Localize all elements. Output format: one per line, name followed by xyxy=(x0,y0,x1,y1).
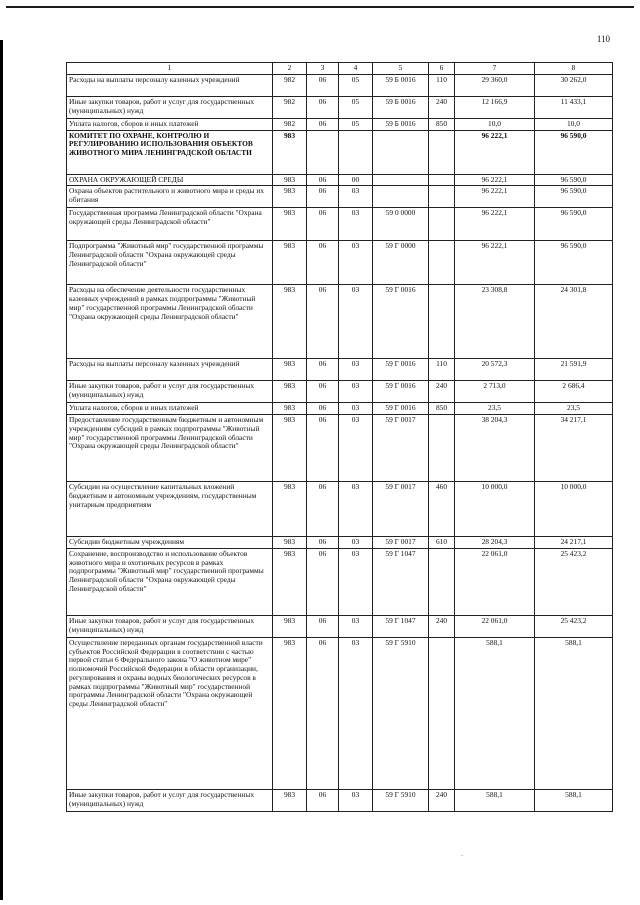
amount-year-2: 25 423,2 xyxy=(535,548,613,615)
amount-year-2: 588,1 xyxy=(535,789,613,811)
expense-type xyxy=(429,174,455,186)
table-row xyxy=(67,381,613,403)
amount-year-1: 38 204,3 xyxy=(455,415,535,482)
amount-year-1: 23,5 xyxy=(455,403,535,415)
admin-code: 983 xyxy=(273,789,307,811)
target-article xyxy=(373,174,429,186)
table-row xyxy=(67,285,613,359)
subsection-code: 03 xyxy=(339,615,373,637)
amount-year-2: 34 217,1 xyxy=(535,415,613,482)
subsection-code: 03 xyxy=(339,241,373,285)
amount-year-1: 20 572,3 xyxy=(455,359,535,381)
amount-year-1: 22 061,0 xyxy=(455,615,535,637)
target-article xyxy=(373,186,429,208)
target-article: 59 Г 0017 xyxy=(373,482,429,537)
admin-code: 982 xyxy=(273,119,307,131)
amount-year-1: 96 222,1 xyxy=(455,241,535,285)
amount-year-2: 21 591,9 xyxy=(535,359,613,381)
subsection-code: 05 xyxy=(339,75,373,97)
section-code: 06 xyxy=(307,119,339,131)
row-name: Субсидии бюджетным учреждениям xyxy=(67,537,273,549)
section-code: 06 xyxy=(307,174,339,186)
column-number-header-row xyxy=(67,63,613,75)
amount-year-2: 30 262,0 xyxy=(535,75,613,97)
expense-type: 460 xyxy=(429,482,455,537)
top-border-rule xyxy=(6,6,634,8)
subsection-code: 00 xyxy=(339,174,373,186)
section-code: 06 xyxy=(307,208,339,241)
section-code: 06 xyxy=(307,359,339,381)
row-name: Иные закупки товаров, работ и услуг для государственных (муниципальных) нужд xyxy=(67,615,273,637)
target-article: 59 Г 0016 xyxy=(373,359,429,381)
table-row xyxy=(67,97,613,119)
row-name: Осуществление переданных органам государственной власти субъектов Российской Федерации в соответствии с частью первой статьи 6 Федерального закона "О животном мире" полномочий Российской Федерации в области организации, регулирования и охраны водных биологических ресурсов в рамках подпрограммы "Животный мир" государственной программы Ленинградской области "Охрана окружающей среды Ленинградской области" xyxy=(67,637,273,789)
row-name: Предоставление государственным бюджетным и автономным учреждениям субсидий в рамках подпрограммы "Животный мир" государственной программы Ленинградской области "Охрана окружающей среды Ленинградской области" xyxy=(67,415,273,482)
subsection-code xyxy=(339,130,373,174)
admin-code: 983 xyxy=(273,537,307,549)
target-article: 59 Г 5910 xyxy=(373,789,429,811)
expense-type: 240 xyxy=(429,615,455,637)
budget-table xyxy=(66,62,613,812)
table-row xyxy=(67,403,613,415)
admin-code: 983 xyxy=(273,637,307,789)
table-row xyxy=(67,615,613,637)
target-article: 59 Г 0016 xyxy=(373,403,429,415)
admin-code: 983 xyxy=(273,208,307,241)
target-article: 59 0 0000 xyxy=(373,208,429,241)
row-name: Иные закупки товаров, работ и услуг для государственных (муниципальных) нужд xyxy=(67,789,273,811)
subsection-code: 03 xyxy=(339,359,373,381)
row-name: Иные закупки товаров, работ и услуг для государственных (муниципальных) нужд xyxy=(67,97,273,119)
row-name: Сохранение, воспроизводство и использование объектов животного мира и охотничьих ресурсов в рамках подпрограммы "Животный мир" государственной программы Ленинградской области "Охрана окружающей среды Ленинградской области" xyxy=(67,548,273,615)
subsection-code: 03 xyxy=(339,208,373,241)
section-code: 06 xyxy=(307,241,339,285)
subsection-code: 03 xyxy=(339,403,373,415)
row-name: Расходы на обеспечение деятельности государственных казенных учреждений в рамках подпрограммы "Животный мир" государственной программы Ленинградской области "Охрана окружающей среды Ленинградской области" xyxy=(67,285,273,359)
subsection-code: 03 xyxy=(339,186,373,208)
column-header: 5 xyxy=(373,63,429,75)
target-article: 59 Б 0016 xyxy=(373,119,429,131)
expense-type xyxy=(429,208,455,241)
admin-code: 983 xyxy=(273,285,307,359)
row-name: Охрана объектов растительного и животного мира и среды их обитания xyxy=(67,186,273,208)
target-article: 59 Г 1047 xyxy=(373,615,429,637)
amount-year-1: 96 222,1 xyxy=(455,208,535,241)
row-name: Подпрограмма "Животный мир" государственной программы Ленинградской области "Охрана окружающей среды Ленинградской области" xyxy=(67,241,273,285)
expense-type: 240 xyxy=(429,381,455,403)
section-code: 06 xyxy=(307,537,339,549)
subsection-code: 03 xyxy=(339,285,373,359)
target-article: 59 Б 0016 xyxy=(373,75,429,97)
admin-code: 983 xyxy=(273,381,307,403)
table-row xyxy=(67,119,613,131)
amount-year-1: 10,0 xyxy=(455,119,535,131)
amount-year-2: 10 000,0 xyxy=(535,482,613,537)
table-row xyxy=(67,208,613,241)
admin-code: 983 xyxy=(273,359,307,381)
target-article: 59 Г 1047 xyxy=(373,548,429,615)
table-row xyxy=(67,415,613,482)
amount-year-2: 23,5 xyxy=(535,403,613,415)
column-header: 3 xyxy=(307,63,339,75)
expense-type: 240 xyxy=(429,97,455,119)
amount-year-2: 588,1 xyxy=(535,637,613,789)
amount-year-2: 96 590,0 xyxy=(535,186,613,208)
column-header: 7 xyxy=(455,63,535,75)
table-row xyxy=(67,789,613,811)
amount-year-2: 24 217,1 xyxy=(535,537,613,549)
section-code: 06 xyxy=(307,482,339,537)
expense-type xyxy=(429,637,455,789)
section-code: 06 xyxy=(307,789,339,811)
admin-code: 982 xyxy=(273,75,307,97)
row-name: Уплата налогов, сборов и иных платежей xyxy=(67,403,273,415)
target-article: 59 Г 0017 xyxy=(373,537,429,549)
table-row xyxy=(67,174,613,186)
expense-type xyxy=(429,285,455,359)
table-row xyxy=(67,75,613,97)
target-article: 59 Б 0016 xyxy=(373,97,429,119)
table-row xyxy=(67,548,613,615)
row-name: ОХРАНА ОКРУЖАЮЩЕЙ СРЕДЫ xyxy=(67,174,273,186)
column-header: 8 xyxy=(535,63,613,75)
admin-code: 983 xyxy=(273,548,307,615)
amount-year-1: 2 713,0 xyxy=(455,381,535,403)
admin-code: 983 xyxy=(273,130,307,174)
admin-code: 982 xyxy=(273,97,307,119)
amount-year-1: 12 166,9 xyxy=(455,97,535,119)
target-article: 59 Г 0016 xyxy=(373,381,429,403)
amount-year-2: 96 590,0 xyxy=(535,241,613,285)
subsection-code: 05 xyxy=(339,97,373,119)
section-code: 06 xyxy=(307,403,339,415)
subsection-code: 03 xyxy=(339,415,373,482)
amount-year-2: 96 590,0 xyxy=(535,130,613,174)
table-row xyxy=(67,130,613,174)
subsection-code: 05 xyxy=(339,119,373,131)
section-code: 06 xyxy=(307,97,339,119)
amount-year-1: 22 061,0 xyxy=(455,548,535,615)
expense-type: 850 xyxy=(429,403,455,415)
expense-type: 610 xyxy=(429,537,455,549)
amount-year-2: 24 301,8 xyxy=(535,285,613,359)
target-article: 59 Г 0000 xyxy=(373,241,429,285)
expense-type xyxy=(429,186,455,208)
subsection-code: 03 xyxy=(339,637,373,789)
admin-code: 983 xyxy=(273,615,307,637)
admin-code: 983 xyxy=(273,241,307,285)
subsection-code: 03 xyxy=(339,381,373,403)
amount-year-1: 10 000,0 xyxy=(455,482,535,537)
amount-year-1: 23 308,8 xyxy=(455,285,535,359)
table-row xyxy=(67,637,613,789)
expense-type xyxy=(429,241,455,285)
admin-code: 983 xyxy=(273,174,307,186)
section-code: 06 xyxy=(307,381,339,403)
admin-code: 983 xyxy=(273,482,307,537)
page-number: 110 xyxy=(596,34,610,44)
table-row xyxy=(67,482,613,537)
table-row xyxy=(67,241,613,285)
column-header: 4 xyxy=(339,63,373,75)
subsection-code: 03 xyxy=(339,537,373,549)
expense-type: 110 xyxy=(429,75,455,97)
amount-year-2: 2 686,4 xyxy=(535,381,613,403)
section-code: 06 xyxy=(307,415,339,482)
subsection-code: 03 xyxy=(339,482,373,537)
amount-year-2: 11 433,1 xyxy=(535,97,613,119)
amount-year-2: 25 423,2 xyxy=(535,615,613,637)
amount-year-1: 28 204,3 xyxy=(455,537,535,549)
row-name: Иные закупки товаров, работ и услуг для государственных (муниципальных) нужд xyxy=(67,381,273,403)
row-name: Уплата налогов, сборов и иных платежей xyxy=(67,119,273,131)
section-code: 06 xyxy=(307,548,339,615)
row-name: КОМИТЕТ ПО ОХРАНЕ, КОНТРОЛЮ И РЕГУЛИРОВАНИЮ ИСПОЛЬЗОВАНИЯ ОБЪЕКТОВ ЖИВОТНОГО МИРА ЛЕНИНГРАДСКОЙ ОБЛАСТИ xyxy=(67,130,273,174)
expense-type: 240 xyxy=(429,789,455,811)
expense-type xyxy=(429,130,455,174)
column-header: 6 xyxy=(429,63,455,75)
expense-type: 110 xyxy=(429,359,455,381)
scan-mark: · xyxy=(461,852,464,860)
scan-left-edge xyxy=(0,40,3,900)
table-row xyxy=(67,537,613,549)
expense-type: 850 xyxy=(429,119,455,131)
amount-year-2: 10,0 xyxy=(535,119,613,131)
section-code: 06 xyxy=(307,186,339,208)
row-name: Государственная программа Ленинградской области "Охрана окружающей среды Ленинградской области" xyxy=(67,208,273,241)
amount-year-1: 96 222,1 xyxy=(455,130,535,174)
amount-year-1: 96 222,1 xyxy=(455,174,535,186)
admin-code: 983 xyxy=(273,403,307,415)
target-article: 59 Г 0016 xyxy=(373,285,429,359)
admin-code: 983 xyxy=(273,415,307,482)
amount-year-2: 96 590,0 xyxy=(535,174,613,186)
table-row xyxy=(67,186,613,208)
expense-type xyxy=(429,415,455,482)
table-row xyxy=(67,359,613,381)
row-name: Расходы на выплаты персоналу казенных учреждений xyxy=(67,359,273,381)
section-code: 06 xyxy=(307,75,339,97)
subsection-code: 03 xyxy=(339,789,373,811)
section-code: 06 xyxy=(307,285,339,359)
section-code xyxy=(307,130,339,174)
row-name: Расходы на выплаты персоналу казенных учреждений xyxy=(67,75,273,97)
section-code: 06 xyxy=(307,637,339,789)
row-name: Субсидии на осуществление капитальных вложений бюджетным и автономным учреждениям, государственным унитарным предприятиям xyxy=(67,482,273,537)
target-article: 59 Г 5910 xyxy=(373,637,429,789)
amount-year-1: 588,1 xyxy=(455,637,535,789)
subsection-code: 03 xyxy=(339,548,373,615)
expense-type xyxy=(429,548,455,615)
amount-year-1: 29 360,0 xyxy=(455,75,535,97)
admin-code: 983 xyxy=(273,186,307,208)
target-article xyxy=(373,130,429,174)
amount-year-2: 96 590,0 xyxy=(535,208,613,241)
target-article: 59 Г 0017 xyxy=(373,415,429,482)
column-header: 2 xyxy=(273,63,307,75)
amount-year-1: 96 222,1 xyxy=(455,186,535,208)
amount-year-1: 588,1 xyxy=(455,789,535,811)
column-header: 1 xyxy=(67,63,273,75)
section-code: 06 xyxy=(307,615,339,637)
